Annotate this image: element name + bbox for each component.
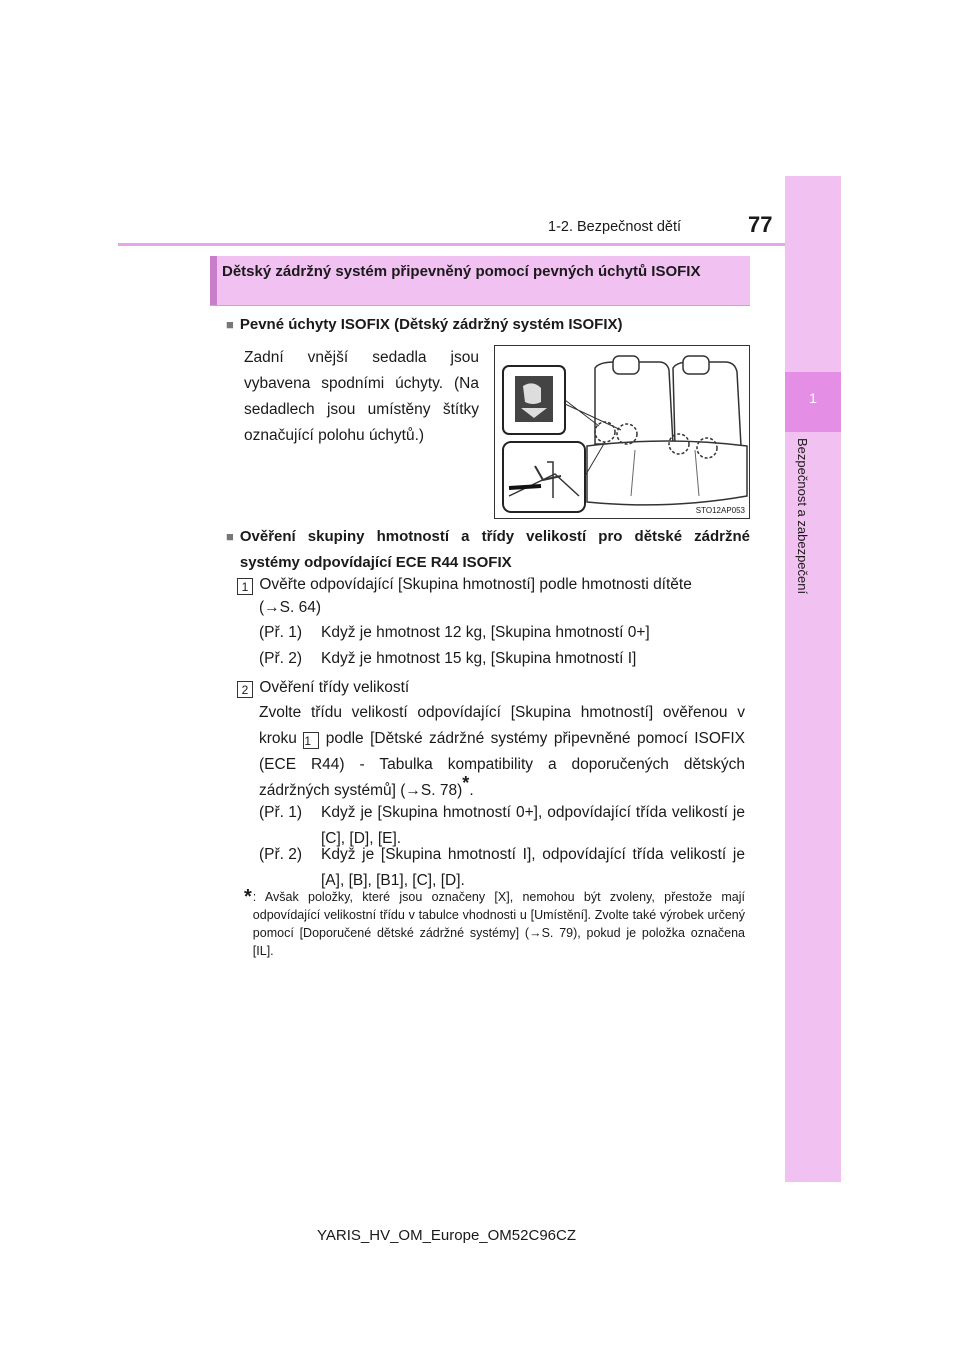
step2-star: * xyxy=(462,772,470,793)
footnote-text: : Avšak položky, které jsou označeny [X], nemohou být zvoleny, přestože mají odpovídající velikostní třídu v tabulce vhodnosti u [Umístění]. Zvolte také výrobek určený pomocí [Doporučené dětské zádržné systémy] (→S. 79), pokud je položka označena [IL]. xyxy=(252,890,745,958)
step1-reference: (→S. 64) xyxy=(259,599,322,616)
square-bullet-icon: ■ xyxy=(226,317,234,332)
square-bullet-icon: ■ xyxy=(226,529,234,544)
header-rule xyxy=(118,243,841,246)
step2-example1-text: Když je [Skupina hmotností 0+], odpovídající třída velikostí je [C], [D], [E]. xyxy=(321,804,745,847)
step2-row xyxy=(237,675,750,701)
footnote xyxy=(244,888,745,960)
chapter-tab xyxy=(785,176,841,1182)
step2-title: Ověření třídy velikostí xyxy=(259,679,410,696)
anchor-detail-box xyxy=(503,442,585,512)
chapter-title: Bezpečnost a zabezpečení xyxy=(795,438,810,595)
isofix-illustration xyxy=(494,345,750,519)
seat-cushion xyxy=(587,441,747,505)
step2-text-b: podle [Dětské zádržné systémy připevněné pomocí ISOFIX (ECE R44) - Tabulka kompatibility a doporučených dětských zádržných systémů] (→S. 78) xyxy=(259,730,746,799)
step2-inline-number: 1 xyxy=(303,732,319,749)
seat-back-right xyxy=(673,362,741,446)
step1-example1-text: Když je hmotnost 12 kg, [Skupina hmotností 0+] xyxy=(321,624,650,641)
step2-example2-text: Když je [Skupina hmotností I], odpovídající třída velikostí je [A], [B], [B1], [C], [D]. xyxy=(321,846,745,889)
section-title: Dětský zádržný systém připevněný pomocí pevných úchytů ISOFIX xyxy=(222,263,701,280)
step1-text: Ověřte odpovídající [Skupina hmotností] podle hmotnosti dítěte xyxy=(259,576,692,593)
step2-text-a: Zvolte třídu velikostí odpovídající [Skupina hmotností] ověřenou v kroku xyxy=(259,704,745,747)
block1-heading: Pevné úchyty ISOFIX (Dětský zádržný systém ISOFIX) xyxy=(239,316,623,333)
step1-example2-label: (Př. 2) xyxy=(259,650,303,667)
block1-heading-row xyxy=(226,313,750,337)
step1-example2 xyxy=(259,646,750,672)
step2-text xyxy=(259,700,745,804)
rear-seat-drawing xyxy=(495,346,749,518)
step2-example2-label: (Př. 2) xyxy=(259,846,303,863)
step2-text-c: . xyxy=(469,782,474,799)
figure-code: STO12AP053 xyxy=(695,506,745,515)
section-reference: 1-2. Bezpečnost dětí xyxy=(548,219,681,235)
document-code: YARIS_HV_OM_Europe_OM52C96CZ xyxy=(317,1227,576,1244)
chapter-number: 1 xyxy=(809,390,817,406)
step1-example1-label: (Př. 1) xyxy=(259,624,303,641)
section-title-rule xyxy=(210,305,750,306)
block1-text: Zadní vnější sedadla jsou vybavena spodními úchyty. (Na sedadlech jsou umístěny štítky označující polohu úchytů.) xyxy=(244,349,479,444)
block2-heading-row xyxy=(226,524,750,576)
footnote-marker: * xyxy=(244,886,252,908)
step1-example2-text: Když je hmotnost 15 kg, [Skupina hmotností I] xyxy=(321,650,637,667)
page-number: 77 xyxy=(748,212,773,237)
step2-example2 xyxy=(259,842,745,894)
block2-heading: Ověření skupiny hmotností a třídy velikostí pro dětské zádržné systémy odpovídající ECE R44 ISOFIX xyxy=(239,528,750,571)
step1-number: 1 xyxy=(237,578,253,595)
step1-example1 xyxy=(259,620,750,646)
step2-number: 2 xyxy=(237,681,253,698)
step2-example1-label: (Př. 1) xyxy=(259,804,303,821)
